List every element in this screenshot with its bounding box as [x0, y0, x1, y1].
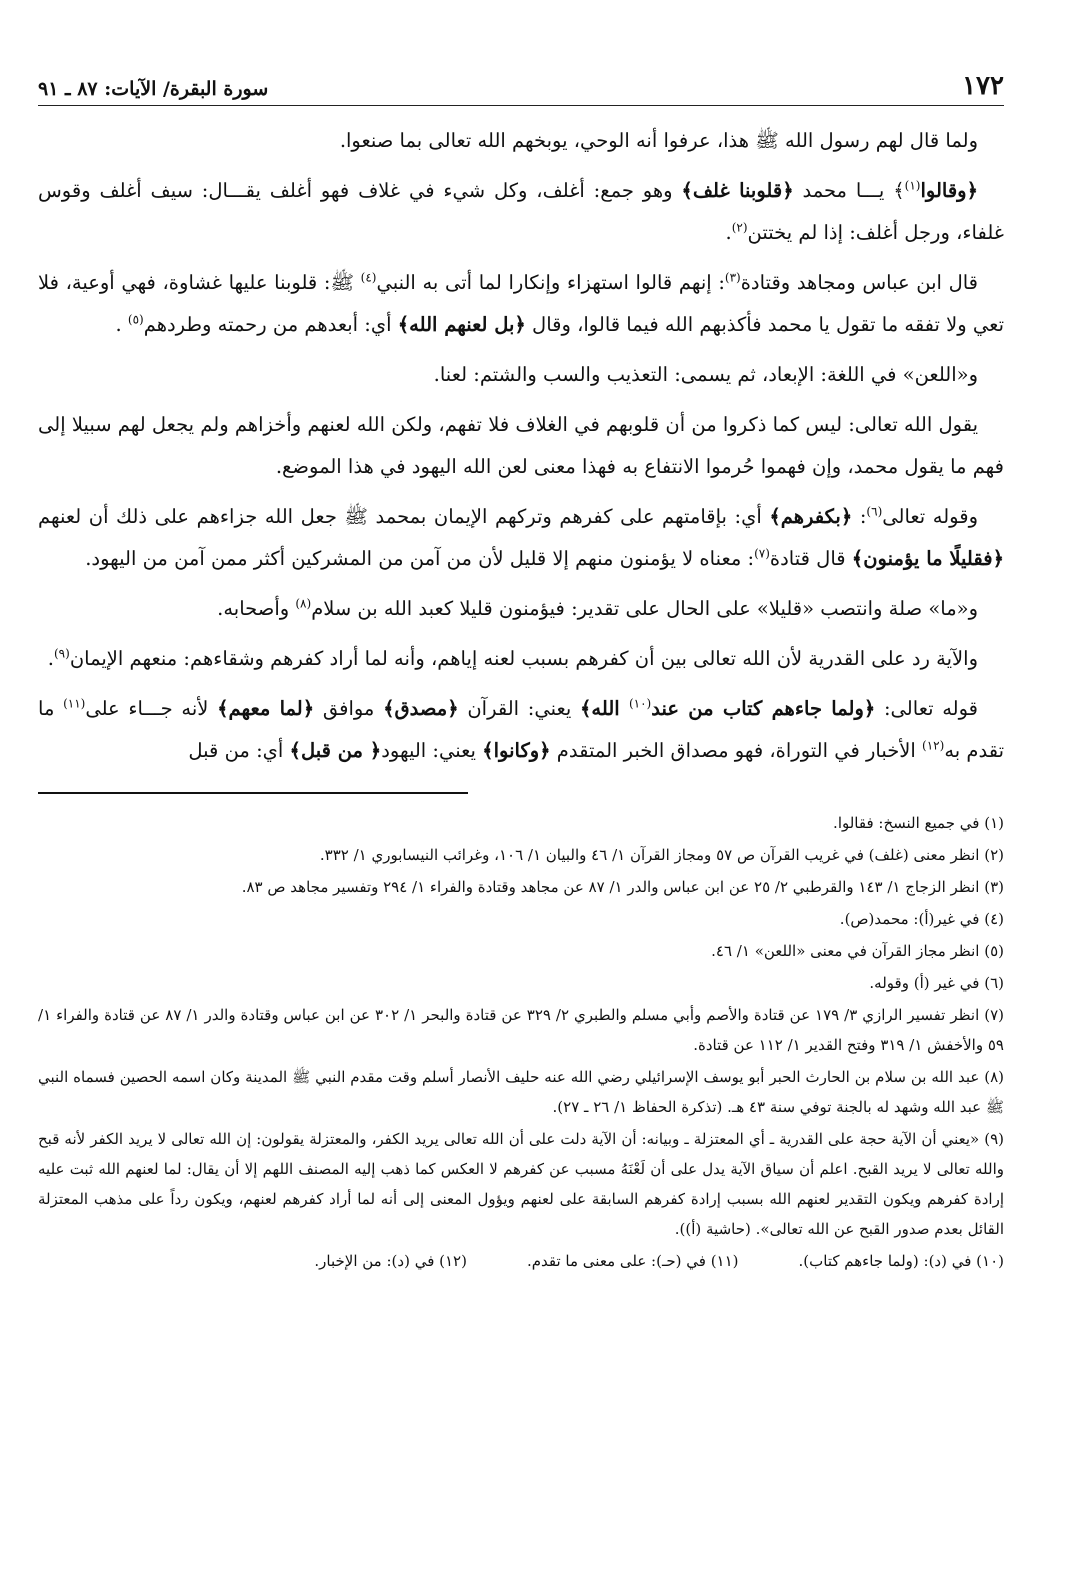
footnote-ref-4[interactable]: (٤) [360, 270, 377, 285]
footnote-ref-12[interactable]: (١٢) [922, 738, 945, 753]
footnote-11: (١١) في (حـ): على معنى ما تقدم. [526, 1252, 739, 1270]
footnote-3: (٣) انظر الزجاج ١/ ١٤٣ والقرطبي ٢/ ٢٥ عن ابن عباس والدر ١/ ٨٧ عن مجاهد وقتادة والفراء ١/ ٢٩٤ وتفسير مجاهد ص ٨٣. [241, 878, 1004, 896]
book-page [38, 60, 1004, 1550]
footnote-10: (١٠) في (د): (ولما جاءهم كتاب). [798, 1252, 1004, 1270]
page-number: ١٧٢ [962, 71, 1004, 101]
paragraph-8: والآية رد على القدرية لأن الله تعالى بين أن كفرهم بسبب لعنه إياهم، وأنه لما أراد كفرهم وشقاءهم: منعهم الإيمان$^{(٩)}$. [47, 646, 978, 670]
paragraph-1: ولما قال لهم رسول الله ﷺ هذا، عرفوا أنه الوحي، يوبخهم الله تعالى بما صنعوا. [339, 129, 978, 152]
footnote-ref-7[interactable]: (٧) [754, 546, 770, 561]
footnote-2: (٢) انظر معنى (غلف) في غريب القرآن ص ٥٧ ومجاز القرآن ١/ ٤٦ والبيان ١/ ١٠٦، وغرائب النيسابوري ١/ ٣٣٢. [319, 846, 1004, 864]
footnote-4: (٤) في غير(أ): محمد(ص). [839, 910, 1004, 928]
footnote-ref-3[interactable]: (٣) [724, 270, 741, 285]
footnote-9: (٩) «يعني أن الآية حجة على القدرية ـ أي المعتزلة ـ وبيانه: أن الآية دلت على أن الله تعالى يريد الكفر، والمعتزلة يقولون: إن الله تعالى لا يريد الكفر لأنه قبح والله تعالى لا يريد القبح. اعلم أن سياق الآية يدل على أن لَعْنَهُ مسبب عن كفرهم لا العكس كما ذهب إليه المصنف اللهم إلا أن يقال: لما لعنهم الله ثبت عليه إرادة كفرهم ويكون التقدير لعنهم الله بسبب إرادة كفرهم السابقة على لعنهم ويؤول المعنى إلى أنه لما أراد كفرهم لعنهم، ويكون رداً على مذهب المعتزلة القائل بعدم صدور القبح عن الله تعالى». (حاشية (أ)). [38, 1130, 1004, 1238]
paragraph-7: و«ما» صلة وانتصب «قليلا» على الحال على تقدير: فيؤمنون قليلا كعبد الله بن سلام$^{(٨)}$ وأصحابه. [217, 596, 978, 620]
footnote-ref-2[interactable]: (٢) [731, 220, 748, 235]
main-text [38, 120, 1004, 772]
footnote-1: (١) في جميع النسخ: فقالوا. [833, 814, 1004, 832]
running-header [38, 60, 1004, 106]
footnote-ref-10[interactable]: (١٠) [628, 696, 652, 711]
footnote-6: (٦) في غير (أ) وقوله. [869, 974, 1004, 992]
footnotes [38, 808, 1004, 1276]
footnote-ref-8[interactable]: (٨) [295, 596, 312, 611]
paragraph-2: ﴿وقالوا$^{(١)}$﴾ يـــا محمد ﴿قلوبنا غلف﴾ وهو جمع: أغلف، وكل شيء في غلاف فهو أغلف يقـــال: سيف أغلف وقوس غلفاء، ورجل أغلف: إذا لم يختتن$^{(٢)}$. [38, 178, 1004, 244]
footnote-ref-6[interactable]: (٦) [866, 504, 883, 519]
paragraph-6: وقوله تعالى$^{(٦)}$: ﴿بكفرهم﴾ أي: بإقامتهم على كفرهم وتركهم الإيمان بمحمد ﷺ جعل الله جزاءهم على ذلك أن لعنهم ﴿فقليلًا ما يؤمنون﴾ قال قتادة$^{(٧)}$: معناه لا يؤمنون منهم إلا قليل لأن من آمن من المشركين أكثر ممن آمن من اليهود. [38, 504, 1004, 570]
footnote-ref-5[interactable]: (٥) [127, 312, 144, 327]
footnote-separator [38, 792, 468, 794]
footnote-ref-1[interactable]: (١) [904, 178, 921, 193]
paragraph-9: قوله تعالى: ﴿ولما جاءهم كتاب من عند$^{(١٠)}$ الله﴾ يعني: القرآن ﴿مصدق﴾ موافق ﴿لما معهم﴾ لأنه جـــاء على$^{(١١)}$ ما تقدم به$^{(١٢)}$ الأخبار في التوراة، فهو مصداق الخبر المتقدم ﴿وكانوا﴾ يعني: اليهود﴿ من قبل﴾ أي: من قبل [38, 696, 1004, 762]
footnote-7: (٧) انظر تفسير الرازي ٣/ ١٧٩ عن قتادة والأصم وأبي مسلم والطبري ٢/ ٣٢٩ عن قتادة والبحر ١/ ٣٠٢ عن ابن عباس وقتادة والدر ١/ ٨٧ عن قتادة والفراء ١/ ٥٩ والأخفش ١/ ٣١٩ وفتح القدير ١/ ١١٢ عن قتادة. [38, 1006, 1004, 1054]
paragraph-3: قال ابن عباس ومجاهد وقتادة$^{(٣)}$: إنهم قالوا استهزاء وإنكارا لما أتى به النبي$^{(٤)}$ ﷺ: قلوبنا عليها غشاوة، فهي أوعية، فلا تعي ولا تفقه ما تقول يا محمد فأكذبهم الله فيما قالوا، وقال ﴿بل لعنهم الله﴾ أي: أبعدهم من رحمته وطردهم$^{(٥)}$ . [38, 270, 1004, 336]
paragraph-5: يقول الله تعالى: ليس كما ذكروا من أن قلوبهم في الغلاف فلا تفهم، ولكن الله لعنهم وأخزاهم ولم يجعل لهم سبيلا إلى فهم ما يقول محمد، وإن فهموا حُرموا الانتفاع به فهذا معنى لعن الله اليهود في هذا الموضع. [38, 413, 1004, 478]
section-title: سورة البقرة/ الآيات: ٨٧ ـ ٩١ [38, 80, 276, 99]
footnote-12: (١٢) في (د): من الإخبار. [314, 1252, 467, 1270]
footnote-8: (٨) عبد الله بن سلام بن الحارث الحبر أبو يوسف الإسرائيلي رضي الله عنه حليف الأنصار أسلم وقت مقدم النبي ﷺ المدينة وكان اسمه الحصين فسماه النبي ﷺ عبد الله وشهد له بالجنة توفي سنة ٤٣ هـ. (تذكرة الحفاظ ١/ ٢٦ ـ ٢٧). [38, 1068, 1004, 1116]
footnote-5: (٥) انظر مجاز القرآن في معنى «اللعن» ١/ ٤٦. [711, 942, 1004, 960]
paragraph-4: و«اللعن» في اللغة: الإبعاد، ثم يسمى: التعذيب والسب والشتم: لعنا. [433, 363, 978, 386]
footnotes-10-12 [38, 1246, 1004, 1276]
footnote-ref-11[interactable]: (١١) [63, 696, 86, 711]
footnote-ref-9[interactable]: (٩) [53, 646, 70, 661]
